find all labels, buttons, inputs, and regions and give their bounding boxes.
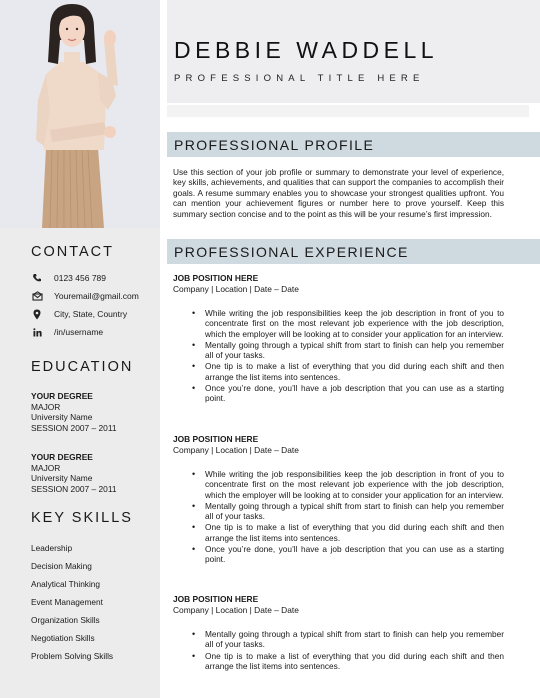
profile-section-band [167,132,540,157]
skill-item: Problem Solving Skills [31,651,114,661]
key-skills-heading: KEY SKILLS [31,510,133,526]
contact-phone-text: 0123 456 789 [54,273,106,283]
contact-linkedin [31,325,103,339]
skill-item: Analytical Thinking [31,579,101,589]
contact-email-text[interactable]: Youremail@gmail.com [54,291,139,301]
job-meta: Company | Location | Date – Date [173,604,299,615]
candidate-name: DEBBIE WADDELL [174,37,439,63]
skill-item: Organization Skills [31,615,100,625]
university: University Name [31,473,93,483]
contact-phone [31,271,106,285]
job-bullet: • While writing the job responsibilities keep the job description in front of you to concentrate first on the most relevant job experience with the job description, which the employer will be looking at to consider your application for an interview. [205,469,504,500]
job-title: JOB POSITION HERE [173,594,259,604]
contact-linkedin-text[interactable]: /in/username [54,327,104,337]
job-bullet: • Mentally going through a typical shift from start to finish can help you remember all of your tasks. [205,501,504,522]
job-bullets [173,308,504,404]
resume-header [167,0,540,103]
profile-photo [0,0,160,228]
sidebar [0,0,160,698]
degree: YOUR DEGREE [31,452,93,462]
education-entry [31,452,117,494]
contact-location-text: City, State, Country [54,309,128,319]
contact-email [31,289,139,303]
skill-item: Decision Making [31,561,92,571]
skill-item: Negotiation Skills [31,633,95,643]
linkedin-icon [31,326,43,338]
university: University Name [31,412,93,422]
education-entry [31,391,117,433]
location-pin-icon [31,308,43,320]
profile-summary: Use this section of your job profile or summary to demonstrate your level of experience, key skills, achievements, and qualities that can support the companies to accomplish their goals. A resume summary enables you to showcase your strongest qualities upfront. You can mention your achievement figures or number here to prove yourself. Keep this summary section concise and to the point as this will be your resume’s first impression. [173,167,504,219]
job-bullet: • Once you’re done, you’ll have a job description that you can use as a starting point. [205,544,504,565]
job-meta: Company | Location | Date – Date [173,283,299,294]
profile-heading: PROFESSIONAL PROFILE [174,137,375,153]
header-divider [167,105,529,117]
session: SESSION 2007 – 2011 [31,483,117,494]
experience-section-band [167,239,540,264]
skill-item: Event Management [31,597,103,607]
phone-icon [31,272,43,284]
professional-title: PROFESSIONAL TITLE HERE [174,73,425,84]
job-bullet: • Mentally going through a typical shift from start to finish can help you remember all of your tasks. [205,629,504,650]
experience-heading: PROFESSIONAL EXPERIENCE [174,244,409,260]
job-entry [173,434,504,566]
major: MAJOR [31,462,61,473]
job-bullet: • Mentally going through a typical shift from start to finish can help you remember all of your tasks. [205,340,504,361]
skill-item: Leadership [31,543,73,553]
job-title: JOB POSITION HERE [173,434,259,444]
job-bullet: • Once you’re done, you’ll have a job description that you can use as a starting point. [205,383,504,404]
job-bullets [173,469,504,565]
job-bullet: • One tip is to make a list of everything that you did during each shift and then arrange the list items into sentences. [205,361,504,382]
job-bullet: • While writing the job responsibilities keep the job description in front of you to concentrate first on the most relevant job experience with the job description, which the employer will be looking at to consider your application for an interview. [205,308,504,339]
job-bullet: • One tip is to make a list of everything that you did during each shift and then arrange the list items into sentences. [205,651,504,672]
major: MAJOR [31,401,61,412]
degree: YOUR DEGREE [31,391,93,401]
job-bullet: • One tip is to make a list of everything that you did during each shift and then arrange the list items into sentences. [205,522,504,543]
job-bullets [173,629,504,671]
education-heading: EDUCATION [31,359,134,375]
job-entry [173,273,504,405]
job-entry [173,594,504,672]
contact-heading: CONTACT [31,244,115,260]
contact-location [31,307,127,321]
email-icon [31,290,43,302]
session: SESSION 2007 – 2011 [31,422,117,433]
job-title: JOB POSITION HERE [173,273,259,283]
job-meta: Company | Location | Date – Date [173,444,299,455]
